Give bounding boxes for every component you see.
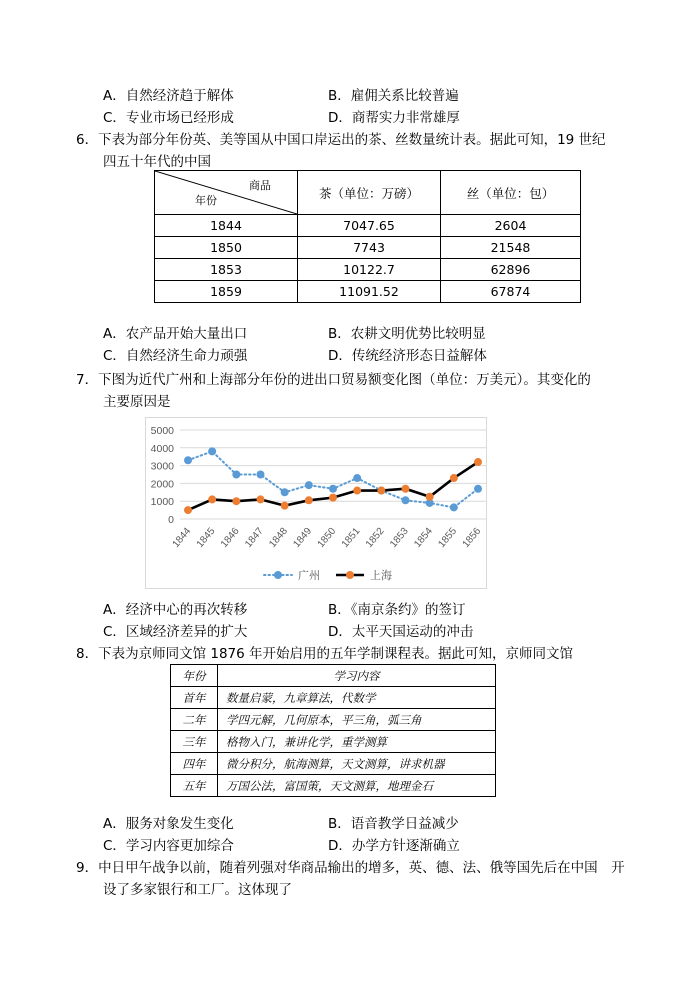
data-point [353,487,361,495]
data-point [305,496,313,504]
data-point [402,496,410,504]
data-point [402,485,410,493]
q6-option-c: C．自然经济生命力顽强 [103,348,248,364]
table-row [171,709,496,731]
table-row [171,753,496,775]
q6-header-silk: 丝（单位：包） [441,171,581,215]
q8-cell-year: 四年 [171,753,218,775]
table-row [155,281,581,303]
q6-cell-silk: 62896 [441,259,581,281]
x-tick-label: 1852 [363,525,387,550]
legend-label: 上海 [370,570,392,582]
data-point [232,497,240,505]
q8-cell-content: 学四元解，几何原本，平三角，弧三角 [218,709,496,731]
data-point [281,502,289,510]
q5-option-c: C．专业市场已经形成 [103,110,234,126]
q8-header-year: 年份 [171,665,218,687]
legend-label: 广州 [298,570,320,582]
x-tick-label: 1844 [170,525,194,550]
table-row [171,687,496,709]
data-point [329,494,337,502]
q6-header-diagonal-cell [155,171,298,215]
q8-cell-content: 万国公法，富国策，天文测算，地理金石 [218,775,496,797]
q6-cell-silk: 67874 [441,281,581,303]
q8-cell-year: 首年 [171,687,218,709]
data-point [474,458,482,466]
q9-stem-line1: 9．中日甲午战争以前，随着列强对华商品输出的增多，英、德、法、俄等国先后在中国 开 [76,860,625,876]
q6-header-tea: 茶（单位：万磅） [298,171,441,215]
q8-option-d: D．办学方针逐渐确立 [328,838,460,854]
q8-cell-content: 格物入门，兼讲化学，重学测算 [218,731,496,753]
q6-option-d: D．传统经济形态日益解体 [328,348,487,364]
x-tick-label: 1847 [243,525,266,550]
q8-header-content: 学习内容 [218,665,496,687]
x-tick-label: 1855 [436,525,460,550]
data-point [232,471,240,479]
data-point [474,485,482,493]
q5-option-a: A．自然经济趋于解体 [103,88,234,104]
x-tick-label: 1849 [291,525,315,550]
data-point [426,493,434,501]
q6-cell-tea: 7743 [298,237,441,259]
y-tick-label: 4000 [150,442,174,455]
data-point [184,456,192,464]
x-tick-label: 1850 [315,525,339,550]
q7-stem-line2: 主要原因是 [103,394,171,410]
diagonal-line [155,171,297,214]
q8-cell-year: 二年 [171,709,218,731]
x-tick-label: 1845 [194,525,218,550]
q8-option-a: A．服务对象发生变化 [103,816,234,832]
data-point [257,471,265,479]
q6-cell-year: 1850 [155,237,298,259]
q6-cell-year: 1853 [155,259,298,281]
table-row [171,731,496,753]
q8-cell-year: 五年 [171,775,218,797]
y-tick-label: 1000 [150,496,174,509]
q8-option-b: B．语音教学日益减少 [328,816,459,832]
data-point [257,495,265,503]
q6-header-commodity: 商品 [249,179,271,192]
q6-cell-tea: 7047.65 [298,215,441,237]
table-row [171,775,496,797]
data-point [305,481,313,489]
q6-header-year: 年份 [195,194,217,207]
data-point [450,474,458,482]
table-row [155,237,581,259]
q6-stem-line2: 四五十年代的中国 [103,154,211,170]
y-tick-label: 5000 [150,425,174,437]
data-point [184,506,192,514]
q7-option-c: C．区域经济差异的扩大 [103,624,248,640]
q8-option-c: C．学习内容更加综合 [103,838,234,854]
data-point [281,488,289,496]
q8-cell-content: 数量启蒙，九章算法，代数学 [218,687,496,709]
x-tick-label: 1851 [339,525,363,550]
q6-cell-tea: 11091.52 [298,281,441,303]
q7-option-b: B．《南京条约》的签订 [328,602,466,618]
data-point [377,487,385,495]
q6-cell-year: 1859 [155,281,298,303]
q8-table [170,664,496,797]
trade-line-chart [145,417,487,589]
q6-table-header-row [155,171,581,215]
q6-cell-silk: 21548 [441,237,581,259]
data-point [208,495,216,503]
q6-cell-silk: 2604 [441,215,581,237]
y-tick-label: 0 [168,514,174,526]
x-tick-label: 1848 [267,525,290,550]
q6-option-b: B．农耕文明优势比较明显 [328,326,486,342]
x-tick-label: 1853 [388,525,411,550]
q6-option-a: A．农产品开始大量出口 [103,326,248,342]
q6-cell-tea: 10122.7 [298,259,441,281]
x-tick-label: 1846 [218,525,242,550]
data-point [353,474,361,482]
q5-option-b: B．雇佣关系比较普遍 [328,88,459,104]
legend-marker [346,571,354,579]
data-point [450,503,458,511]
data-point [329,485,337,493]
q8-cell-content: 微分积分，航海测算，天文测算，讲求机器 [218,753,496,775]
data-point [208,447,216,455]
q7-option-d: D．太平天国运动的冲击 [328,624,474,640]
q5-option-d: D．商帮实力非常雄厚 [328,110,460,126]
q8-table-header-row [171,665,496,687]
y-tick-label: 2000 [150,478,174,491]
chart-svg [146,418,486,588]
x-tick-label: 1856 [460,525,484,550]
q6-cell-year: 1844 [155,215,298,237]
legend-marker [274,571,282,579]
q6-stem-line1: 6．下表为部分年份英、美等国从中国口岸运出的茶、丝数量统计表。据此可知，19 世纪 [76,132,606,148]
q6-table [154,170,581,303]
q8-stem-line1: 8．下表为京师同文馆 1876 年开始启用的五年学制课程表。据此可知，京师同文馆 [76,646,574,662]
table-row [155,215,581,237]
q7-option-a: A．经济中心的再次转移 [103,602,248,618]
y-tick-label: 3000 [150,460,174,473]
x-tick-label: 1854 [412,525,435,550]
q9-stem-line2: 设了多家银行和工厂。这体现了 [103,882,292,898]
table-row [155,259,581,281]
q8-cell-year: 三年 [171,731,218,753]
q7-stem-line1: 7．下图为近代广州和上海部分年份的进出口贸易额变化图（单位：万美元）。其变化的 [76,372,591,388]
